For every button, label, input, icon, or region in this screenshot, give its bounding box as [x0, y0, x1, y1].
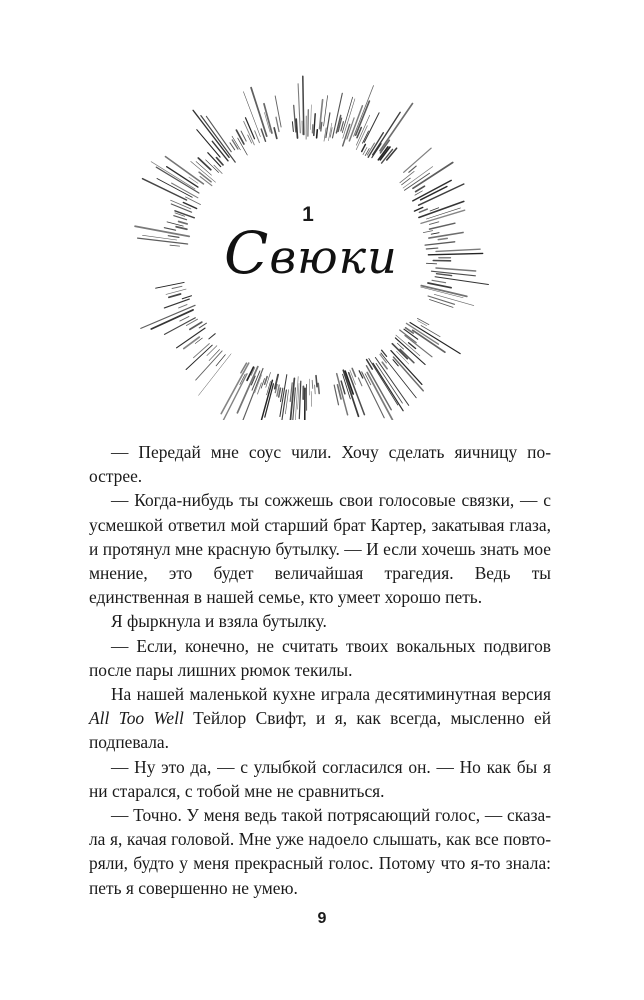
ornament-stroke — [199, 354, 232, 396]
ornament-stroke — [318, 383, 319, 393]
paragraph-text: На нашей маленькой кухне играла десятиминутная версия — [111, 684, 551, 705]
ornament-stroke — [251, 88, 267, 136]
paragraph-text: Тейлор Свифт, и я, как всегда, мысленно ей подпевала. — [89, 708, 552, 753]
ornament-stroke — [423, 231, 432, 233]
chapter-title — [224, 219, 398, 287]
ornament-stroke — [209, 334, 215, 339]
ornament-stroke — [428, 283, 451, 288]
ornament-stroke — [367, 373, 392, 420]
chapter-ornament-icon — [0, 0, 644, 420]
ornament-stroke — [206, 116, 231, 151]
ornament-stroke — [221, 363, 249, 414]
ornament-stroke — [314, 114, 315, 136]
ornament-stroke — [352, 368, 355, 376]
ornament-stroke — [369, 359, 398, 406]
ornament-stroke — [324, 96, 328, 126]
ornament-stroke — [255, 375, 262, 393]
ornament-stroke — [223, 374, 247, 420]
ornament-stroke — [426, 248, 438, 249]
ornament-stroke — [164, 228, 175, 231]
ornament-stroke — [180, 317, 189, 322]
ornament-stroke — [429, 222, 438, 225]
paragraph: — Если, конечно, не считать твоих вокальных подвигов после пары лишних рюмок текилы. — [89, 635, 551, 680]
ornament-stroke — [435, 277, 488, 285]
ornament-stroke — [362, 372, 385, 418]
ornament-stroke — [156, 282, 185, 288]
ornament-stroke — [303, 76, 304, 134]
ornament-stroke — [436, 268, 476, 271]
ornament-stroke — [400, 349, 414, 362]
page-number: 9 — [317, 910, 327, 927]
ornament-stroke — [358, 378, 362, 386]
ornament-stroke — [151, 162, 195, 189]
ornament-stroke — [276, 117, 279, 131]
ornament-stroke — [170, 245, 180, 246]
ornament-stroke — [243, 92, 260, 137]
ornament-stroke — [404, 148, 431, 172]
paragraph: — Когда-нибудь ты сожжешь свои голосовые связки, — с усмешкой ответил мой старший брат Картер, закатывая глаза, и протянул мне красную бутылку. — И если хочешь знать мое мнение, это будет величайшая трагедия. Ведь ты единственная в нашей семье, кто умеет хорошо петь. — [89, 490, 551, 608]
ornament-stroke — [311, 392, 312, 407]
ornament-stroke — [432, 280, 446, 282]
ornament-stroke — [179, 222, 188, 224]
chapter-number: 1 — [302, 203, 314, 226]
ornament-stroke — [166, 289, 186, 294]
ornament-stroke — [316, 376, 317, 387]
ornament-stroke — [172, 286, 182, 288]
ornament-stroke — [315, 385, 316, 394]
ornament-stroke — [164, 299, 189, 308]
ornament-stroke — [362, 144, 366, 151]
ornament-stroke — [292, 122, 293, 132]
chapter-body-text — [89, 440, 551, 900]
ornament-stroke — [421, 286, 467, 297]
ornament-stroke — [295, 377, 298, 420]
ornament-stroke — [265, 384, 274, 417]
ornament-stroke — [196, 351, 222, 380]
ornament-stroke — [176, 227, 187, 230]
ornament-stroke — [428, 253, 482, 254]
ornament-stroke — [431, 233, 439, 235]
chapter-title-initial: С — [224, 219, 270, 287]
ornament-stroke — [274, 128, 277, 138]
song-title: All Too Well — [89, 708, 184, 729]
ornament-stroke — [368, 133, 383, 158]
ornament-stroke — [183, 203, 196, 209]
ornament-stroke — [430, 223, 455, 229]
ornament-stroke — [184, 337, 200, 349]
paragraph: — Ну это да, — с улыбкой согласился он. — Но как бы я ни старался, с тобой мне не сравниться. — [89, 756, 551, 801]
ornament-stroke — [394, 357, 424, 391]
ornament-stroke — [190, 322, 202, 329]
ornament-stroke — [138, 238, 188, 244]
ornament-stroke — [312, 380, 313, 388]
ornament-stroke — [326, 113, 330, 138]
ornament-stroke — [416, 186, 425, 191]
ornament-stroke — [317, 130, 318, 138]
ornament-stroke — [193, 110, 229, 157]
ornament-stroke — [151, 310, 193, 329]
ornament-stroke — [179, 305, 187, 308]
ornament-stroke — [182, 296, 191, 299]
ornament-stroke — [426, 263, 436, 264]
ornament-stroke — [275, 96, 281, 127]
ornament-stroke — [425, 242, 455, 245]
ornament-stroke — [177, 328, 205, 348]
ornament-stroke — [298, 84, 300, 133]
paragraph: — Точно. У меня ведь такой потрясающий голос, — сказала я, качая головой. Мне уже надоело слышать, как все повторяли, будто у меня прекрасный голос. Потому что я-то знала: петь я совершенно не умею. — [89, 805, 551, 898]
ornament-stroke — [299, 381, 301, 418]
paragraph: Я фыркнула и взяла бутылку. — [111, 611, 327, 632]
ornament-stroke — [410, 323, 460, 354]
ornament-stroke — [380, 104, 413, 151]
ornament-stroke — [198, 158, 211, 170]
ornament-stroke — [248, 135, 252, 143]
ornament-stroke — [414, 207, 422, 211]
chapter-title-rest: вюки — [269, 230, 398, 284]
paragraph: — Передай мне соус чили. Хочу сделать яичницу поострее. — [89, 442, 551, 487]
ornament-stroke — [265, 377, 268, 385]
paragraph — [89, 682, 551, 755]
ornament-stroke — [363, 131, 369, 143]
ornament-stroke — [437, 274, 452, 276]
ornament-stroke — [421, 210, 465, 223]
ornament-stroke — [169, 294, 181, 297]
ornament-stroke — [168, 236, 179, 238]
ornament-stroke — [436, 249, 480, 251]
ornament-stroke — [438, 238, 447, 239]
ornament-stroke — [419, 209, 427, 212]
ornament-stroke — [296, 119, 297, 138]
ornament-stroke — [311, 105, 312, 130]
